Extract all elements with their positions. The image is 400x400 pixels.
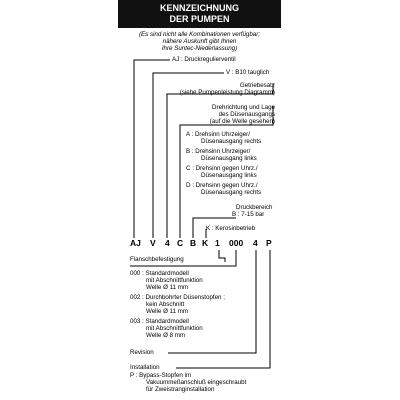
label-c-1: C : Drehsinn gegen Uhrz./ — [186, 165, 258, 172]
label-p-2: Vakuummeßanschluß eingeschraubt — [146, 379, 247, 386]
label-druck-2: B : 7-15 bar — [232, 211, 265, 218]
code-000: 000 — [229, 238, 244, 248]
leader-flansch — [219, 250, 225, 262]
label-002-2: kein Abschnitt — [146, 301, 185, 308]
leader-getriebe — [167, 84, 273, 238]
code-b: B — [190, 238, 197, 248]
note-line2: nähere Auskunft gibt Ihnen — [162, 38, 237, 45]
label-002-1: 002 : Durchbohrter Düsenstopfen ; — [130, 294, 225, 301]
label-v: V : B10 tauglich — [226, 69, 270, 76]
label-getriebe-1: Getriebesatz — [239, 82, 275, 89]
header-title-line1: KENNZEICHNUNG — [159, 3, 239, 13]
code-c: C — [177, 238, 184, 248]
label-000-3: Welle Ø 11 mm — [146, 284, 189, 291]
label-flansch: Flanschbefestigung — [130, 256, 184, 263]
note-line1: (Es sind nicht alle Kombinationen verfügbar; — [138, 31, 261, 38]
leader-druck — [193, 218, 236, 238]
note-line3: Ihre Suntec-Niederlassung) — [161, 45, 238, 52]
label-revision: Revision — [130, 349, 154, 356]
label-dreh-2: des Düsenausgangs — [218, 111, 275, 118]
label-003-3: Welle Ø 8 mm — [146, 332, 186, 339]
code-v: V — [150, 238, 156, 248]
label-002-3: Welle Ø 11 mm — [146, 308, 189, 315]
label-getriebe-2: (siehe Pumpenleistung Diagramm) — [179, 89, 275, 96]
leader-aj — [134, 60, 170, 238]
label-kero: K : Kerosinbetrieb — [206, 225, 256, 232]
label-003-1: 003 : Standardmodell — [130, 318, 189, 325]
code-4b: 4 — [253, 238, 258, 248]
label-p-1: P : Bypass-Stopfen im — [130, 372, 192, 379]
label-p-3: für Zweistranginstallation — [146, 386, 215, 393]
code-k: K — [202, 238, 209, 248]
label-003-2: mit Abschnittfunktion — [146, 325, 203, 332]
label-druck-1: Druckbereich — [236, 204, 273, 211]
code-4a: 4 — [165, 238, 170, 248]
label-aj: AJ : Druckregulierventil — [172, 56, 236, 63]
label-000-1: 000 : Standardmodell — [130, 270, 189, 277]
code-aj: AJ — [130, 238, 141, 248]
label-a-2: Düsenausgang rechts — [201, 138, 262, 145]
leader-v — [153, 73, 224, 238]
leader-revision — [168, 250, 256, 353]
label-d-2: Düsenausgang rechts — [201, 189, 262, 196]
label-dreh-3: (auf die Welle gesehen) — [209, 118, 275, 125]
label-000-2: mit Abschnittfunktion — [146, 277, 203, 284]
label-b-1: B : Drehsinn Uhrzeiger/ — [186, 148, 251, 155]
code-1: 1 — [215, 238, 220, 248]
header-title-line2: DER PUMPEN — [169, 14, 230, 24]
label-a-1: A : Drehsinn Uhrzeiger/ — [186, 131, 250, 138]
code-p: P — [266, 238, 272, 248]
label-dreh-1: Drehrichtung und Lage — [212, 104, 275, 111]
label-d-1: D : Drehsinn gegen Uhrz./ — [186, 182, 258, 189]
label-c-2: Düsenausgang links — [201, 172, 257, 179]
label-installation: Installation — [130, 364, 160, 371]
label-b-2: Düsenausgang links — [201, 155, 257, 162]
